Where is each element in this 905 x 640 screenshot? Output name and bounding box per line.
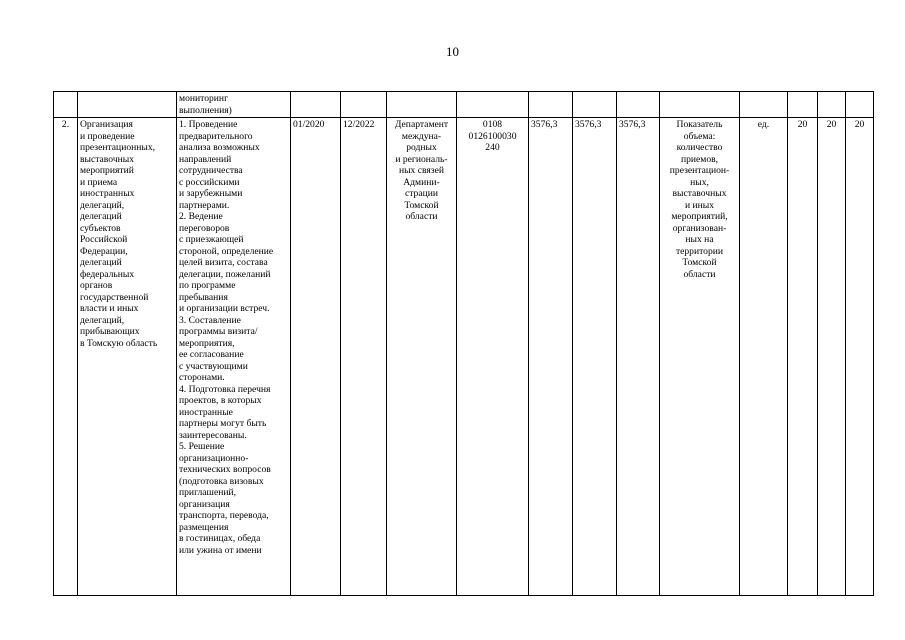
- actions-line: иностранные: [179, 406, 233, 418]
- program-table: [53, 91, 874, 596]
- actions-line: по программе: [179, 280, 236, 291]
- actions-line: (подготовка визовых: [179, 475, 264, 487]
- end-date-cell: 12/2022: [341, 118, 387, 596]
- event-line: делегаций: [80, 257, 122, 268]
- actions-line: сотрудничества: [179, 165, 243, 176]
- actions-line: с приезжающей: [179, 234, 244, 245]
- actions-line: пребывания: [179, 291, 228, 303]
- number-cell: 2.: [54, 118, 78, 596]
- actions-line: в гостиницах, обеда: [179, 533, 261, 544]
- indicator-line: Показатель: [676, 119, 723, 130]
- event-line: и проведение: [80, 130, 135, 142]
- code-line: 240: [485, 142, 500, 153]
- actions-line: мероприятия,: [179, 337, 235, 349]
- indicator-line: презентацион-: [669, 165, 730, 176]
- indicator-line: организован-: [672, 222, 727, 234]
- indicator-line: количество: [676, 142, 723, 153]
- code-line: 0108: [482, 119, 503, 130]
- actions-line: с участвующими: [179, 360, 248, 372]
- start-date-cell: 01/2020: [291, 118, 341, 596]
- executor-cell: [387, 92, 457, 118]
- actions-line: и зарубежными: [179, 188, 243, 199]
- value-cell: [788, 92, 818, 118]
- event-line: Федерации,: [80, 245, 128, 257]
- event-line: Организация: [80, 119, 133, 130]
- event-line: Российской: [80, 234, 128, 245]
- indicator-line: приемов,: [680, 153, 719, 165]
- indicator-line: и иных: [684, 199, 715, 211]
- actions-line: мониторинг: [179, 93, 228, 104]
- indicator-line: мероприятий,: [671, 211, 728, 222]
- code-cell: [457, 92, 529, 118]
- actions-line: переговоров: [179, 222, 230, 234]
- value-cell: [846, 92, 874, 118]
- table-row: [54, 92, 874, 118]
- indicator-cell: [660, 92, 740, 118]
- executor-line: междуна-: [401, 130, 442, 142]
- executor-line: ных связей: [398, 165, 445, 176]
- actions-line: предварительного: [179, 130, 253, 142]
- indicator-cell: [660, 118, 740, 596]
- event-line: делегаций: [80, 211, 122, 222]
- actions-line: целей визита, состава: [179, 257, 268, 268]
- table-row: [54, 118, 874, 596]
- value-cell: 20: [846, 118, 874, 596]
- amount-cell: [617, 92, 660, 118]
- event-line: презентационных,: [80, 142, 156, 153]
- actions-line: 5. Решение: [179, 441, 225, 452]
- indicator-line: области: [683, 268, 716, 280]
- actions-line: и организации встреч.: [179, 303, 270, 314]
- actions-line: направлений: [179, 153, 232, 165]
- actions-line: проектов, в которых: [179, 395, 262, 406]
- amount-cell: [573, 92, 617, 118]
- actions-line: транспорта, перевода,: [179, 510, 269, 521]
- amount-cell: 3576,3: [573, 118, 617, 596]
- actions-line: заинтересованы.: [179, 429, 247, 441]
- executor-cell: [387, 118, 457, 596]
- executor-line: Департамент: [394, 119, 449, 130]
- indicator-line: ных,: [690, 176, 709, 188]
- event-line: федеральных: [80, 268, 135, 280]
- amount-cell: 3576,3: [529, 118, 573, 596]
- actions-line: выполнения): [179, 104, 232, 116]
- event-line: государственной: [80, 291, 149, 303]
- actions-line: делегации, пожеланий: [179, 268, 271, 280]
- value-cell: 20: [818, 118, 846, 596]
- unit-cell: ед.: [740, 118, 788, 596]
- actions-cell: [177, 118, 291, 596]
- event-line: субъектов: [80, 222, 121, 234]
- event-line: власти и иных: [80, 303, 139, 314]
- actions-line: стороной, определение: [179, 245, 274, 257]
- value-cell: 20: [788, 118, 818, 596]
- event-line: делегаций,: [80, 199, 125, 211]
- event-cell: [78, 118, 177, 596]
- actions-line: сторонами.: [179, 372, 225, 383]
- indicator-line: выставочных: [672, 188, 727, 199]
- start-date-cell: [291, 92, 341, 118]
- actions-line: размещения: [179, 521, 229, 533]
- actions-line: технических вопросов: [179, 464, 271, 475]
- amount-cell: 3576,3: [617, 118, 660, 596]
- executor-line: Админи-: [403, 176, 440, 188]
- actions-line: анализа возможных: [179, 142, 260, 153]
- code-line: 0126100030: [468, 130, 517, 142]
- actions-line: 4. Подготовка перечня: [179, 383, 271, 395]
- actions-line: ее согласование: [179, 349, 244, 360]
- indicator-line: объема:: [683, 130, 716, 142]
- event-line: прибывающих: [80, 326, 140, 337]
- executor-line: Томской: [404, 199, 439, 211]
- actions-line: организационно-: [179, 452, 249, 464]
- actions-line: 2. Ведение: [179, 211, 223, 222]
- value-cell: [818, 92, 846, 118]
- end-date-cell: [341, 92, 387, 118]
- amount-cell: [529, 92, 573, 118]
- indicator-line: территории: [675, 245, 724, 257]
- event-line: мероприятий: [80, 165, 134, 176]
- executor-line: родных: [406, 142, 437, 153]
- actions-line: партнеры могут быть: [179, 418, 267, 429]
- indicator-line: ных на: [685, 234, 714, 245]
- executor-line: области: [405, 211, 438, 222]
- actions-line: организация: [179, 498, 230, 510]
- actions-line: программы визита/: [179, 326, 258, 337]
- event-line: иностранных: [80, 188, 135, 199]
- executor-line: и региональ-: [395, 153, 448, 165]
- event-cell: [78, 92, 177, 118]
- page-number: 10: [446, 44, 459, 59]
- number-cell: [54, 92, 78, 118]
- actions-line: 1. Проведение: [179, 119, 238, 130]
- unit-cell: [740, 92, 788, 118]
- event-line: делегаций,: [80, 314, 125, 326]
- event-line: в Томскую область: [80, 337, 158, 349]
- actions-line: 3. Составление: [179, 314, 241, 326]
- indicator-line: Томской: [682, 257, 717, 268]
- actions-line: или ужина от имени: [179, 544, 262, 556]
- executor-line: страции: [404, 188, 439, 199]
- event-line: выставочных: [80, 153, 135, 165]
- budget-code-cell: [457, 118, 529, 596]
- actions-cell: [177, 92, 291, 118]
- actions-line: с российскими: [179, 176, 240, 188]
- actions-line: приглашений,: [179, 487, 237, 498]
- event-line: и приема: [80, 176, 118, 188]
- actions-line: партнерами.: [179, 199, 230, 211]
- event-line: органов: [80, 280, 113, 291]
